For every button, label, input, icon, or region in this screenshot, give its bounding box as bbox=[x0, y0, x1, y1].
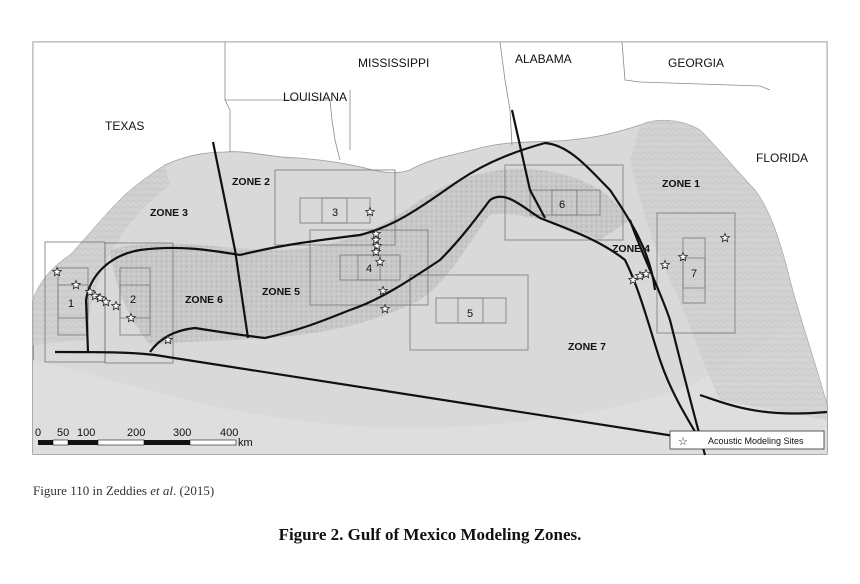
state-label-mississippi: MISSISSIPPI bbox=[358, 56, 430, 70]
scale-tick-300: 300 bbox=[173, 427, 192, 439]
source-note bbox=[33, 483, 214, 499]
zone-label-3: ZONE 3 bbox=[150, 207, 188, 219]
site-number-7: 7 bbox=[691, 268, 698, 280]
scale-tick-200: 200 bbox=[127, 427, 146, 439]
zone-label-1: ZONE 1 bbox=[662, 178, 700, 190]
legend-label: Acoustic Modeling Sites bbox=[708, 436, 804, 446]
site-number-3: 3 bbox=[332, 207, 339, 219]
site-number-4: 4 bbox=[366, 263, 373, 275]
state-label-florida: FLORIDA bbox=[756, 151, 809, 165]
state-label-texas: TEXAS bbox=[105, 119, 145, 133]
scale-unit: km bbox=[238, 437, 253, 449]
legend-star-icon: ☆ bbox=[678, 435, 688, 448]
site-number-6: 6 bbox=[559, 199, 566, 211]
state-label-alabama: ALABAMA bbox=[515, 52, 572, 66]
legend bbox=[670, 431, 824, 449]
zone-label-6: ZONE 6 bbox=[185, 294, 223, 306]
scale-tick-0: 0 bbox=[35, 427, 42, 439]
source-note-italic: et al bbox=[150, 483, 173, 498]
state-label-louisiana: LOUISIANA bbox=[283, 90, 348, 104]
source-note-prefix: Figure 110 in Zeddies bbox=[33, 483, 151, 498]
site-number-5: 5 bbox=[467, 308, 474, 320]
state-label-georgia: GEORGIA bbox=[668, 56, 725, 70]
scale-tick-50: 50 bbox=[57, 427, 70, 439]
site-number-2: 2 bbox=[130, 294, 137, 306]
scale-tick-400: 400 bbox=[220, 427, 239, 439]
source-note-suffix: . (2015) bbox=[172, 483, 215, 498]
site-number-1: 1 bbox=[68, 298, 75, 310]
zone-label-7: ZONE 7 bbox=[568, 341, 606, 353]
zone-label-2: ZONE 2 bbox=[232, 176, 270, 188]
zone-label-5: ZONE 5 bbox=[262, 286, 300, 298]
zone-label-4: ZONE 4 bbox=[612, 243, 650, 255]
figure-caption: Figure 2. Gulf of Mexico Modeling Zones. bbox=[278, 525, 582, 544]
scale-tick-100: 100 bbox=[77, 427, 96, 439]
